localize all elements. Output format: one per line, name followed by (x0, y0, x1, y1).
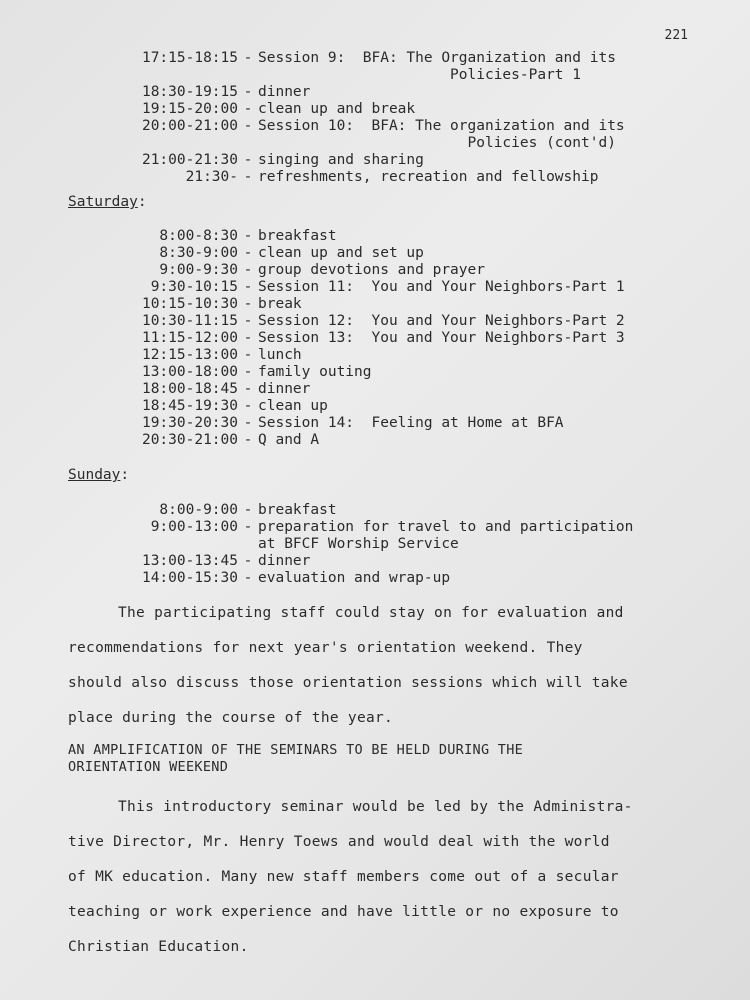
schedule-time: 19:15-20:00 (141, 101, 238, 117)
schedule-row (0, 536, 748, 553)
schedule-dash: - (243, 228, 253, 244)
schedule-description: lunch (258, 347, 302, 363)
schedule-time (0, 135, 238, 152)
schedule-dash: - (243, 502, 253, 518)
schedule-description: Session 11: You and Your Neighbors-Part 1 (258, 279, 625, 295)
schedule-time: 18:45-19:30 (141, 398, 238, 414)
paragraph-line: This introductory seminar would be led by the Administra- (118, 799, 633, 815)
schedule-row (0, 50, 730, 67)
schedule-row (0, 519, 748, 536)
schedule-description: evaluation and wrap-up (258, 570, 451, 586)
paragraph-line: of MK education. Many new staff members come out of a secular (68, 869, 619, 885)
schedule-row (0, 169, 730, 186)
schedule-dash: - (243, 519, 253, 535)
schedule-row (0, 398, 748, 415)
schedule-description: Session 9: BFA: The Organization and its (258, 50, 616, 66)
schedule-dash: - (243, 381, 253, 397)
saturday-heading-label: Saturday (68, 194, 138, 210)
paragraph-line: tive Director, Mr. Henry Toews and would deal with the world (68, 834, 610, 850)
section-heading-line: ORIENTATION WEEKEND (68, 759, 229, 775)
schedule-time: 8:00-8:30 (159, 228, 238, 244)
paragraph-line: Christian Education. (68, 939, 249, 955)
schedule-dash: - (243, 313, 253, 329)
schedule-dash: - (243, 50, 253, 66)
schedule-dash: - (243, 415, 253, 431)
schedule-dash: - (243, 279, 253, 295)
schedule-time: 8:30-9:00 (159, 245, 238, 261)
schedule-dash: - (243, 262, 253, 278)
schedule-row (0, 101, 730, 118)
schedule-description: Session 14: Feeling at Home at BFA (258, 415, 564, 431)
schedule-time: 18:30-19:15 (141, 84, 238, 100)
schedule-description: Session 10: BFA: The organization and its (258, 118, 625, 134)
schedule-description: break (258, 296, 302, 312)
schedule-time: 12:15-13:00 (141, 347, 238, 363)
schedule-row (0, 381, 748, 398)
schedule-time: 18:00-18:45 (141, 381, 238, 397)
schedule-row (0, 67, 730, 84)
schedule-time: 9:00-9:30 (159, 262, 238, 278)
schedule-description: refreshments, recreation and fellowship (258, 169, 599, 185)
schedule-description: Session 12: You and Your Neighbors-Part 2 (258, 313, 625, 329)
schedule-time: 13:00-13:45 (141, 553, 238, 569)
schedule-description: Session 13: You and Your Neighbors-Part 3 (258, 330, 625, 346)
schedule-row (0, 228, 748, 245)
sunday-heading (68, 467, 129, 483)
schedule-description: Policies (cont'd) (258, 135, 616, 151)
schedule-description: clean up and set up (258, 245, 424, 261)
schedule-row (0, 313, 748, 330)
schedule-row (0, 118, 730, 135)
paragraph-staff-evaluation (68, 596, 718, 736)
paragraph-line: teaching or work experience and have little or no exposure to (68, 904, 619, 920)
paragraph-line: The participating staff could stay on for evaluation and (118, 605, 624, 621)
schedule-row (0, 135, 730, 152)
schedule-time: 19:30-20:30 (141, 415, 238, 431)
section-heading (68, 742, 708, 776)
schedule-time (0, 536, 238, 553)
schedule-time: 13:00-18:00 (141, 364, 238, 380)
schedule-time: 14:00-15:30 (141, 570, 238, 586)
schedule-time (0, 67, 238, 84)
schedule-row (0, 570, 748, 587)
schedule-dash: - (243, 245, 253, 261)
sunday-schedule (0, 502, 748, 587)
schedule-description: singing and sharing (258, 152, 424, 168)
schedule-time: 20:30-21:00 (141, 432, 238, 448)
schedule-dash: - (243, 553, 253, 569)
page-number: 221 (664, 28, 688, 43)
schedule-row (0, 347, 748, 364)
schedule-time: 8:00-9:00 (159, 502, 238, 518)
schedule-description: at BFCF Worship Service (258, 536, 459, 552)
schedule-row (0, 415, 748, 432)
schedule-time: 17:15-18:15 (141, 50, 238, 66)
schedule-dash: - (243, 364, 253, 380)
schedule-time: 10:30-11:15 (141, 313, 238, 329)
schedule-description: dinner (258, 84, 311, 100)
schedule-row (0, 502, 748, 519)
schedule-dash (238, 135, 258, 152)
friday-schedule (0, 50, 730, 186)
schedule-dash: - (243, 296, 253, 312)
schedule-description: breakfast (258, 228, 337, 244)
schedule-time: 21:30- (185, 169, 238, 185)
schedule-description: group devotions and prayer (258, 262, 485, 278)
schedule-row (0, 279, 748, 296)
paragraph-line: recommendations for next year's orientation weekend. They (68, 640, 583, 656)
schedule-dash: - (243, 169, 253, 185)
schedule-row (0, 84, 730, 101)
saturday-schedule (0, 228, 748, 449)
schedule-time: 10:15-10:30 (141, 296, 238, 312)
schedule-description: clean up (258, 398, 328, 414)
schedule-description: dinner (258, 553, 311, 569)
schedule-dash: - (243, 330, 253, 346)
sunday-heading-label: Sunday (68, 467, 121, 483)
schedule-description: Policies-Part 1 (258, 67, 582, 83)
paragraph-introductory-seminar (68, 790, 718, 965)
schedule-dash: - (243, 347, 253, 363)
schedule-row (0, 296, 748, 313)
schedule-dash: - (243, 84, 253, 100)
schedule-description: clean up and break (258, 101, 416, 117)
schedule-row (0, 262, 748, 279)
section-heading-line: AN AMPLIFICATION OF THE SEMINARS TO BE HELD DURING THE (68, 742, 524, 758)
saturday-heading-colon: : (137, 194, 147, 210)
schedule-time: 11:15-12:00 (141, 330, 238, 346)
schedule-row (0, 432, 748, 449)
schedule-description: preparation for travel to and participation (258, 519, 634, 535)
schedule-row (0, 152, 730, 169)
schedule-dash: - (243, 570, 253, 586)
schedule-row (0, 553, 748, 570)
schedule-row (0, 364, 748, 381)
schedule-description: dinner (258, 381, 311, 397)
saturday-heading (68, 194, 147, 210)
schedule-row (0, 245, 748, 262)
schedule-time: 9:00-13:00 (150, 519, 238, 535)
schedule-dash (238, 536, 258, 553)
schedule-description: family outing (258, 364, 372, 380)
schedule-time: 21:00-21:30 (141, 152, 238, 168)
schedule-time: 9:30-10:15 (150, 279, 238, 295)
schedule-dash: - (243, 118, 253, 134)
schedule-time: 20:00-21:00 (141, 118, 238, 134)
schedule-dash (238, 67, 258, 84)
sunday-heading-colon: : (120, 467, 130, 483)
schedule-dash: - (243, 432, 253, 448)
schedule-dash: - (243, 101, 253, 117)
schedule-description: breakfast (258, 502, 337, 518)
paragraph-line: should also discuss those orientation sessions which will take (68, 675, 628, 691)
schedule-dash: - (243, 398, 253, 414)
schedule-dash: - (243, 152, 253, 168)
schedule-description: Q and A (258, 432, 320, 448)
schedule-row (0, 330, 748, 347)
paragraph-line: place during the course of the year. (68, 710, 394, 726)
